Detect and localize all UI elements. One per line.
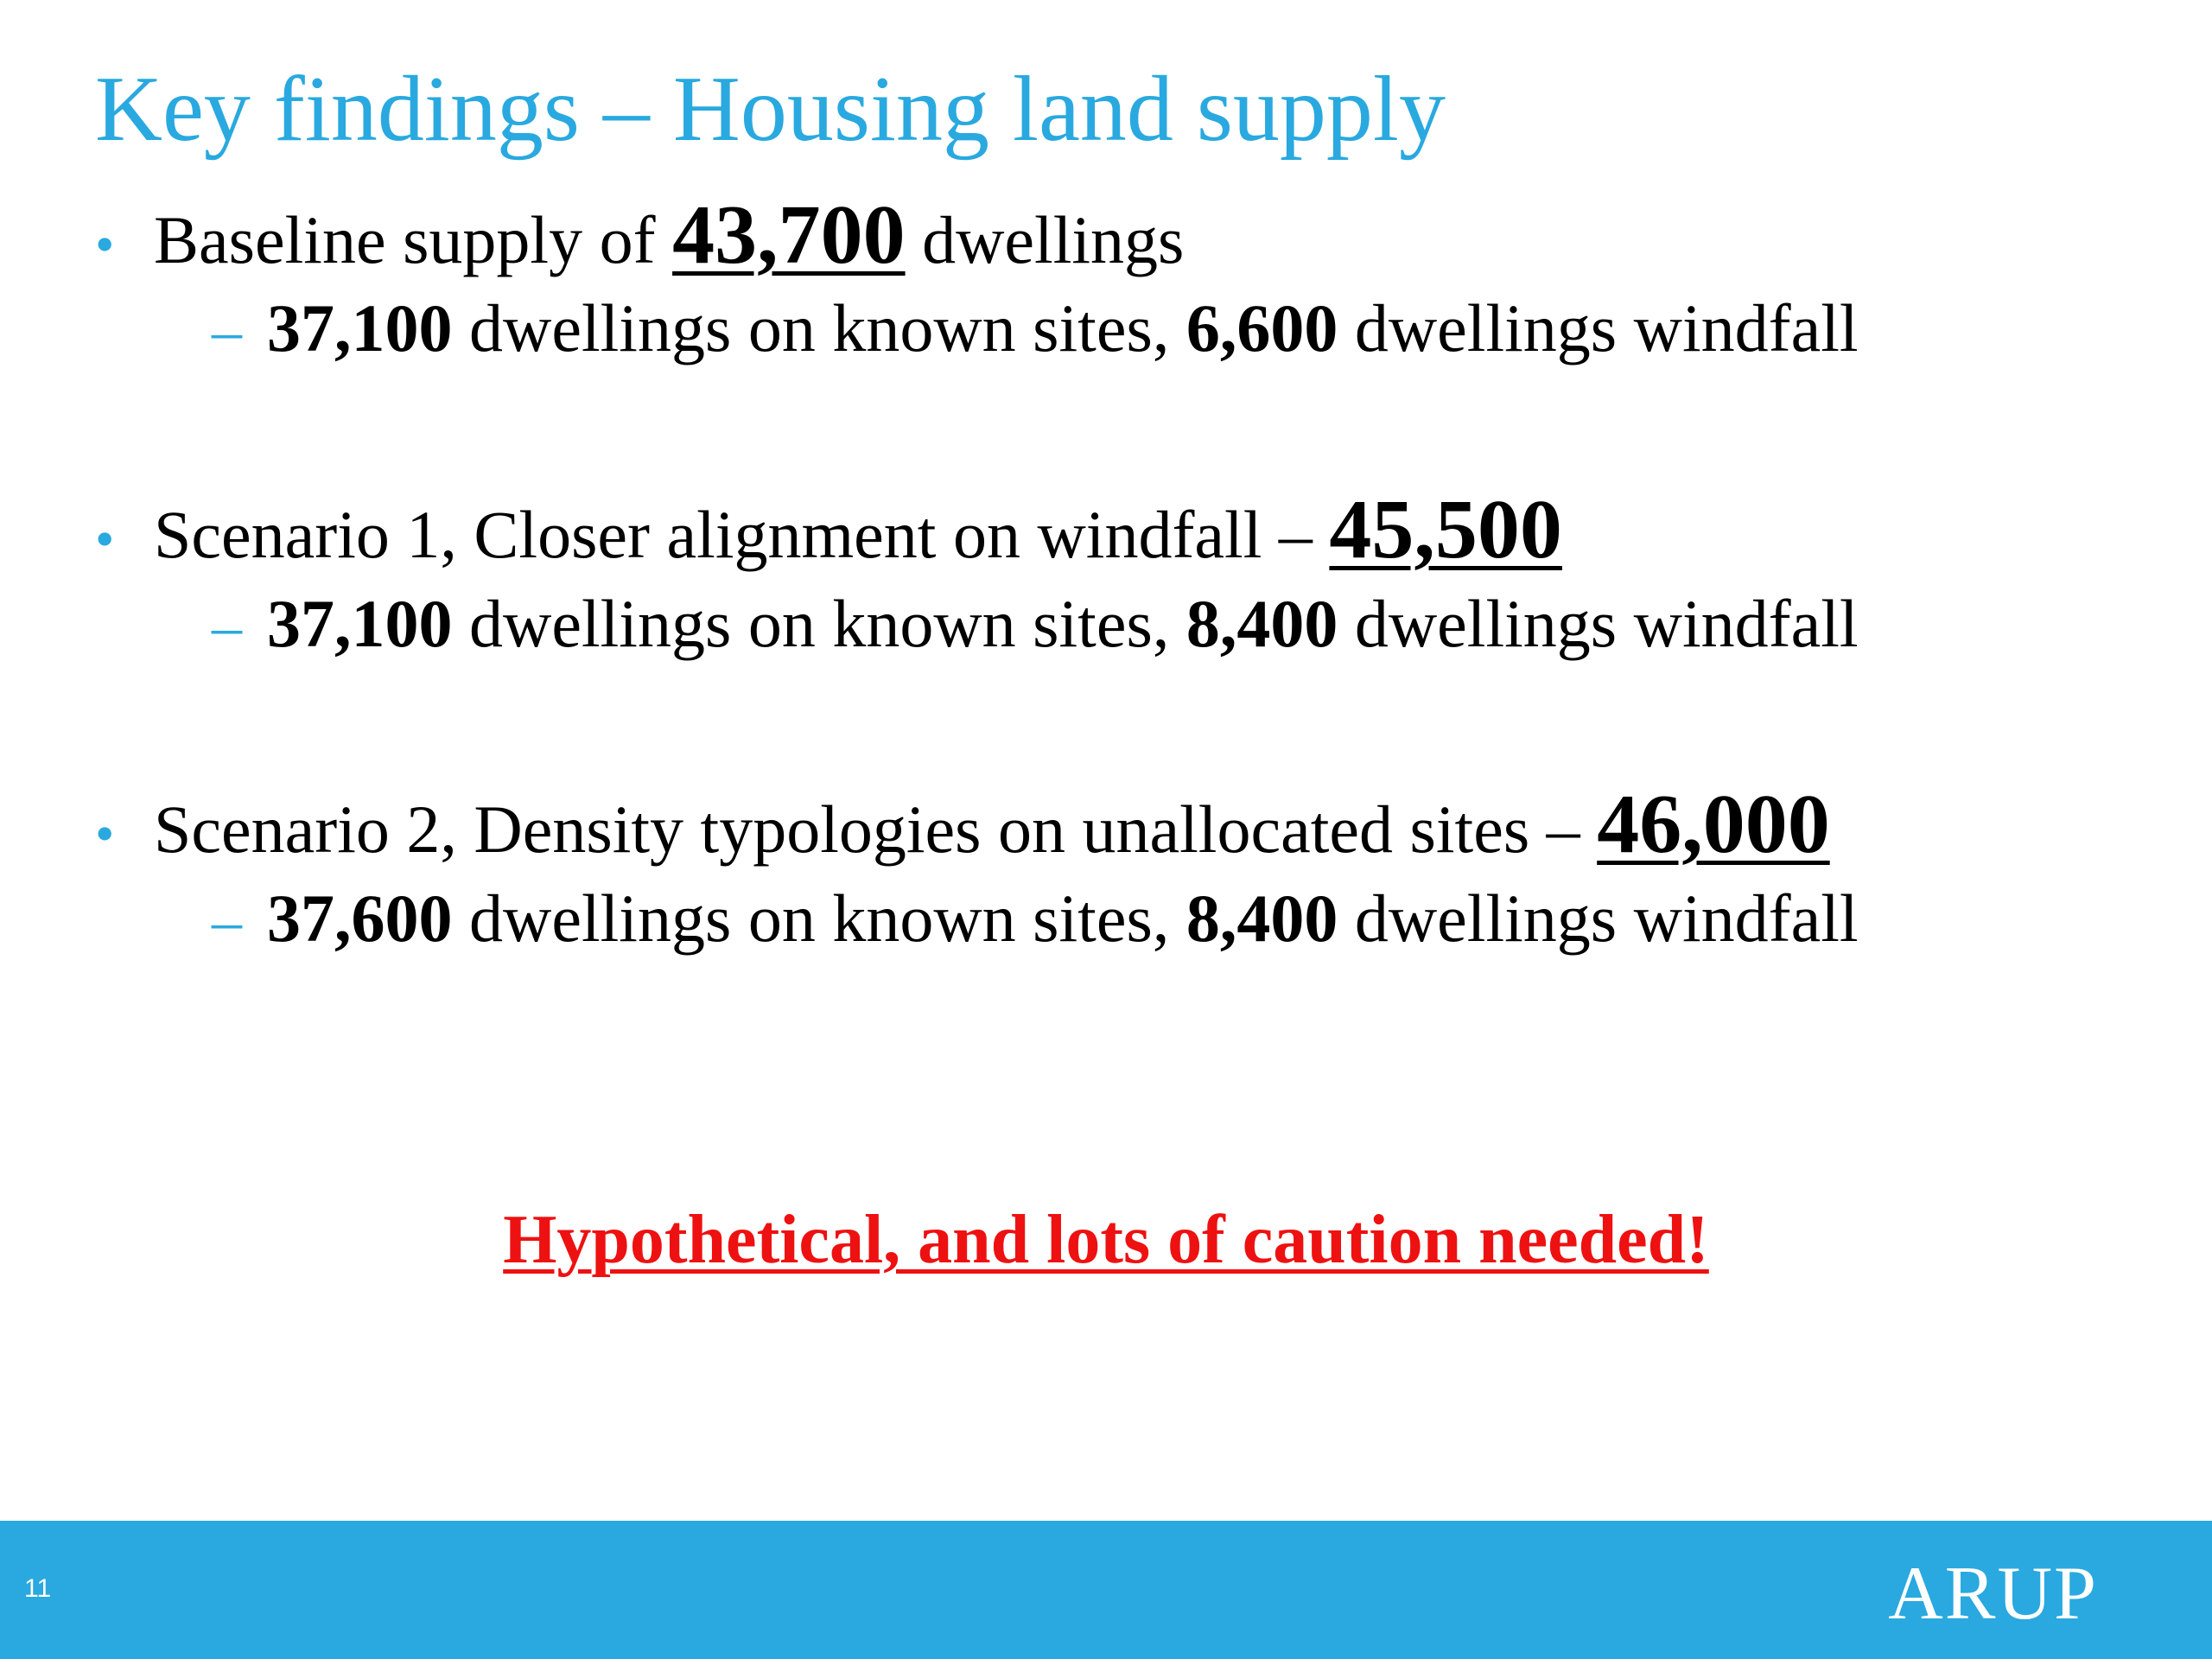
windfall-number: 8,400 <box>1185 880 1338 956</box>
bullet-marker: • <box>95 213 115 275</box>
sub-bullet-scenario-1 <box>212 581 1859 671</box>
sub-bullet-baseline <box>212 285 1859 375</box>
bullet-total: 46,000 <box>1597 778 1830 871</box>
known-sites-text: dwellings on known sites, <box>452 290 1186 365</box>
known-sites-number: 37,600 <box>267 880 453 956</box>
sub-bullet-marker: – <box>212 594 242 660</box>
bullet-total: 43,700 <box>672 188 906 282</box>
sub-bullet-marker: – <box>212 298 242 365</box>
known-sites-text: dwellings on known sites, <box>452 880 1186 956</box>
windfall-text: dwellings windfall <box>1338 290 1859 365</box>
bullet-scenario-2 <box>95 778 1830 877</box>
bullet-baseline <box>95 188 1185 288</box>
bullet-text-after: dwellings <box>905 202 1185 277</box>
page-number: 11 <box>24 1574 52 1603</box>
slide-title: Key findings – Housing land supply <box>95 58 1446 161</box>
bullet-text: Scenario 2, Density typologies on unallocated sites – <box>154 791 1598 867</box>
bullet-text: Scenario 1, Closer alignment on windfall – <box>154 497 1330 572</box>
footer-bar <box>0 1521 2212 1659</box>
known-sites-number: 37,100 <box>267 586 453 661</box>
windfall-text: dwellings windfall <box>1338 880 1859 956</box>
bullet-scenario-1 <box>95 483 1562 582</box>
bullet-marker: • <box>95 508 115 569</box>
caution-note: Hypothetical, and lots of caution needed! <box>503 1202 1709 1278</box>
bullet-total: 45,500 <box>1329 483 1562 576</box>
windfall-text: dwellings windfall <box>1338 586 1859 661</box>
bullet-marker: • <box>95 803 115 864</box>
arup-logo: ARUP <box>1888 1552 2098 1636</box>
sub-bullet-marker: – <box>212 888 242 955</box>
bullet-text: Baseline supply of <box>154 202 673 277</box>
known-sites-text: dwellings on known sites, <box>452 586 1186 661</box>
windfall-number: 8,400 <box>1185 586 1338 661</box>
windfall-number: 6,600 <box>1185 290 1338 365</box>
sub-bullet-scenario-2 <box>212 875 1859 965</box>
known-sites-number: 37,100 <box>267 290 453 365</box>
